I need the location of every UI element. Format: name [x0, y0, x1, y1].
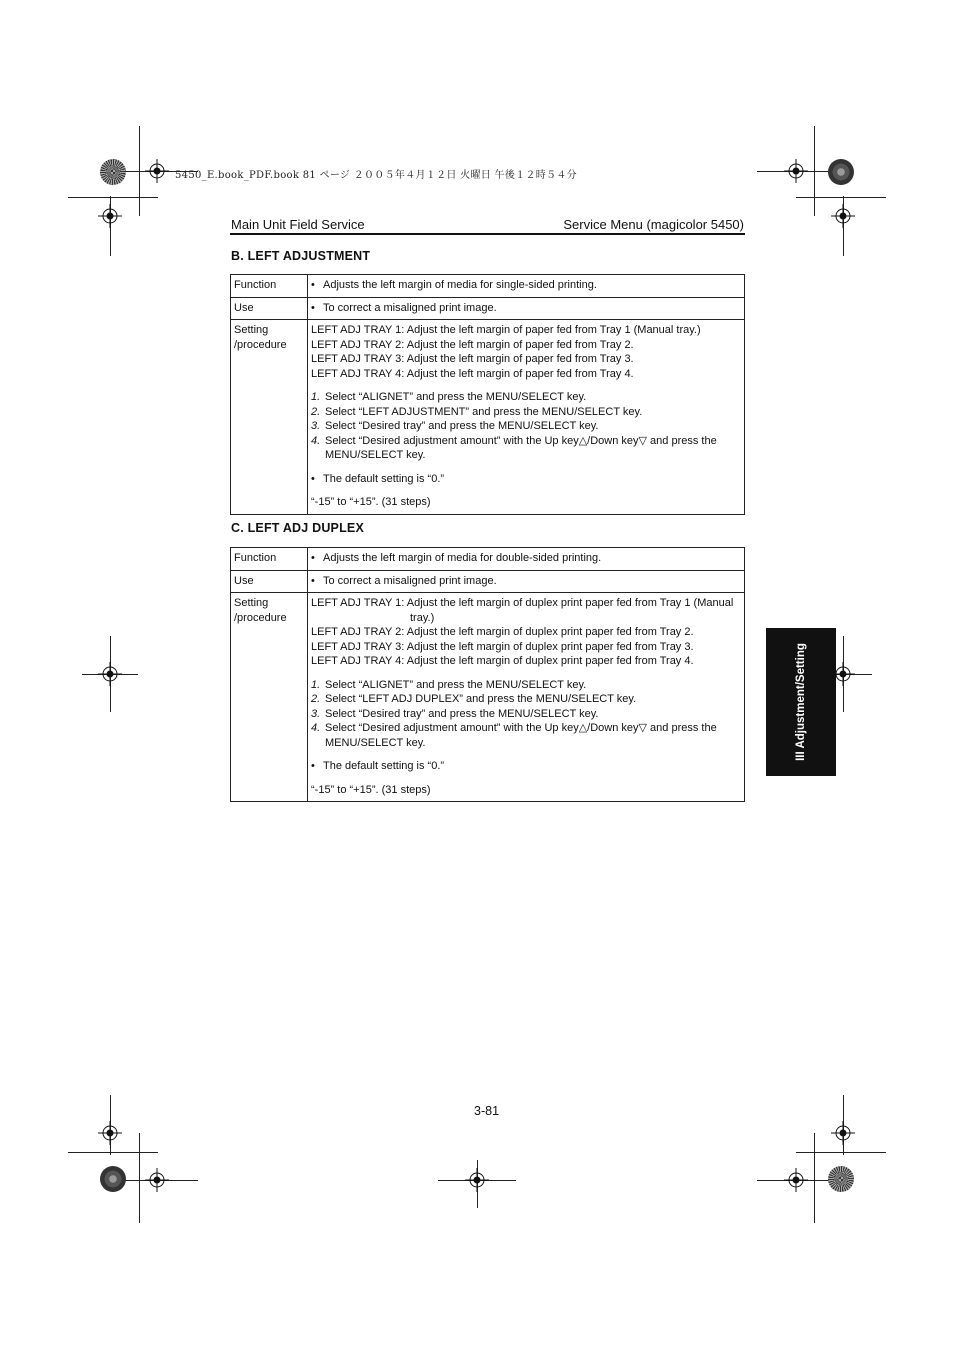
table-row: [231, 297, 745, 320]
procedure-step: 2. Select “LEFT ADJ DUPLEX” and press the MENU/SELECT key.: [311, 693, 637, 705]
tray-line: LEFT ADJ TRAY 2: Adjust the left margin of duplex print paper fed from Tray 2.: [311, 626, 694, 638]
procedure-label: /procedure: [234, 611, 287, 624]
row-label: [231, 593, 308, 802]
tray-line: LEFT ADJ TRAY 3: Adjust the left margin of paper fed from Tray 3.: [311, 353, 634, 365]
table-row: [231, 570, 745, 593]
table-row: [231, 548, 745, 571]
row-label: [231, 320, 308, 515]
chapter-side-tab: [766, 628, 836, 776]
row-value: [308, 593, 745, 802]
section-title-left-adjustment: B. LEFT ADJUSTMENT: [231, 249, 371, 263]
procedure-step: 3. Select “Desired tray” and press the MENU/SELECT key.: [311, 707, 599, 720]
tray-line: LEFT ADJ TRAY 4: Adjust the left margin of paper fed from Tray 4.: [311, 367, 634, 380]
tray-line: LEFT ADJ TRAY 1: Adjust the left margin of paper fed from Tray 1 (Manual tray.): [311, 324, 701, 336]
procedure-step: 4. Select “Desired adjustment amount” with the Up key△/Down key▽ and press the MENU/SELECT key.: [311, 434, 717, 461]
section-title-left-adj-duplex: C. LEFT ADJ DUPLEX: [231, 521, 365, 535]
setting-label: Setting: [234, 597, 269, 609]
row-label: Use: [231, 297, 308, 320]
row-value: [308, 320, 745, 515]
bullet-glyph: •: [311, 552, 315, 564]
row-label: Function: [231, 275, 308, 298]
procedure-step: 4. Select “Desired adjustment amount” with the Up key△/Down key▽ and press the MENU/SELECT key.: [311, 722, 717, 749]
side-tab-label: III Adjustment/Setting: [795, 643, 807, 761]
function-text: Adjusts the left margin of media for single-sided printing.: [323, 279, 597, 291]
default-note: • The default setting is “0.”: [311, 760, 445, 772]
table-row: [231, 593, 745, 802]
header-rule: [230, 233, 745, 235]
procedure-step: 2. Select “LEFT ADJUSTMENT” and press the MENU/SELECT key.: [311, 405, 643, 418]
row-label: Use: [231, 570, 308, 593]
print-slug: 5450_E.book_PDF.book 81 ページ ２００５年４月１２日 火曜日 午後１２時５４分: [175, 170, 577, 181]
row-value: [308, 275, 745, 298]
procedure-step: 1. Select “ALIGNET” and press the MENU/SELECT key.: [311, 391, 587, 403]
left-adjustment-table: [230, 274, 745, 515]
setting-label: Setting: [234, 324, 269, 336]
bullet-glyph: •: [311, 574, 315, 587]
table-row: [231, 320, 745, 515]
row-value: [308, 297, 745, 320]
running-header-left: Main Unit Field Service: [231, 217, 365, 232]
use-text: To correct a misaligned print image.: [323, 574, 497, 587]
use-text: To correct a misaligned print image.: [323, 301, 497, 314]
range-text: “-15” to “+15”. (31 steps): [311, 783, 431, 796]
row-value: [308, 548, 745, 571]
color-bar-ball-icon: [828, 1166, 854, 1192]
range-text: “-15” to “+15”. (31 steps): [311, 496, 431, 508]
bullet-glyph: •: [311, 279, 315, 291]
tray-line: LEFT ADJ TRAY 1: Adjust the left margin of duplex print paper fed from Tray 1 (Manual: [311, 597, 734, 609]
left-adj-duplex-table: [230, 547, 745, 802]
row-value: [308, 570, 745, 593]
tray-line: LEFT ADJ TRAY 4: Adjust the left margin of duplex print paper fed from Tray 4.: [311, 655, 694, 667]
procedure-step: 3. Select “Desired tray” and press the MENU/SELECT key.: [311, 420, 599, 432]
color-bar-ball-icon: [100, 1166, 126, 1192]
color-bar-ball-icon: [828, 159, 854, 185]
color-bar-ball-icon: [100, 159, 126, 185]
default-note: • The default setting is “0.”: [311, 472, 445, 485]
bullet-glyph: •: [311, 301, 315, 314]
procedure-label: /procedure: [234, 338, 287, 351]
tray-line: LEFT ADJ TRAY 3: Adjust the left margin of duplex print paper fed from Tray 3.: [311, 640, 694, 653]
table-row: [231, 275, 745, 298]
procedure-step: 1. Select “ALIGNET” and press the MENU/SELECT key.: [311, 678, 587, 691]
tray-line-continuation: tray.): [410, 611, 435, 624]
running-header-right: Service Menu (magicolor 5450): [563, 217, 744, 232]
tray-line: LEFT ADJ TRAY 2: Adjust the left margin of paper fed from Tray 2.: [311, 338, 634, 351]
row-label: Function: [231, 548, 308, 571]
page-number: 3-81: [474, 1104, 500, 1118]
function-text: Adjusts the left margin of media for double-sided printing.: [323, 552, 602, 564]
